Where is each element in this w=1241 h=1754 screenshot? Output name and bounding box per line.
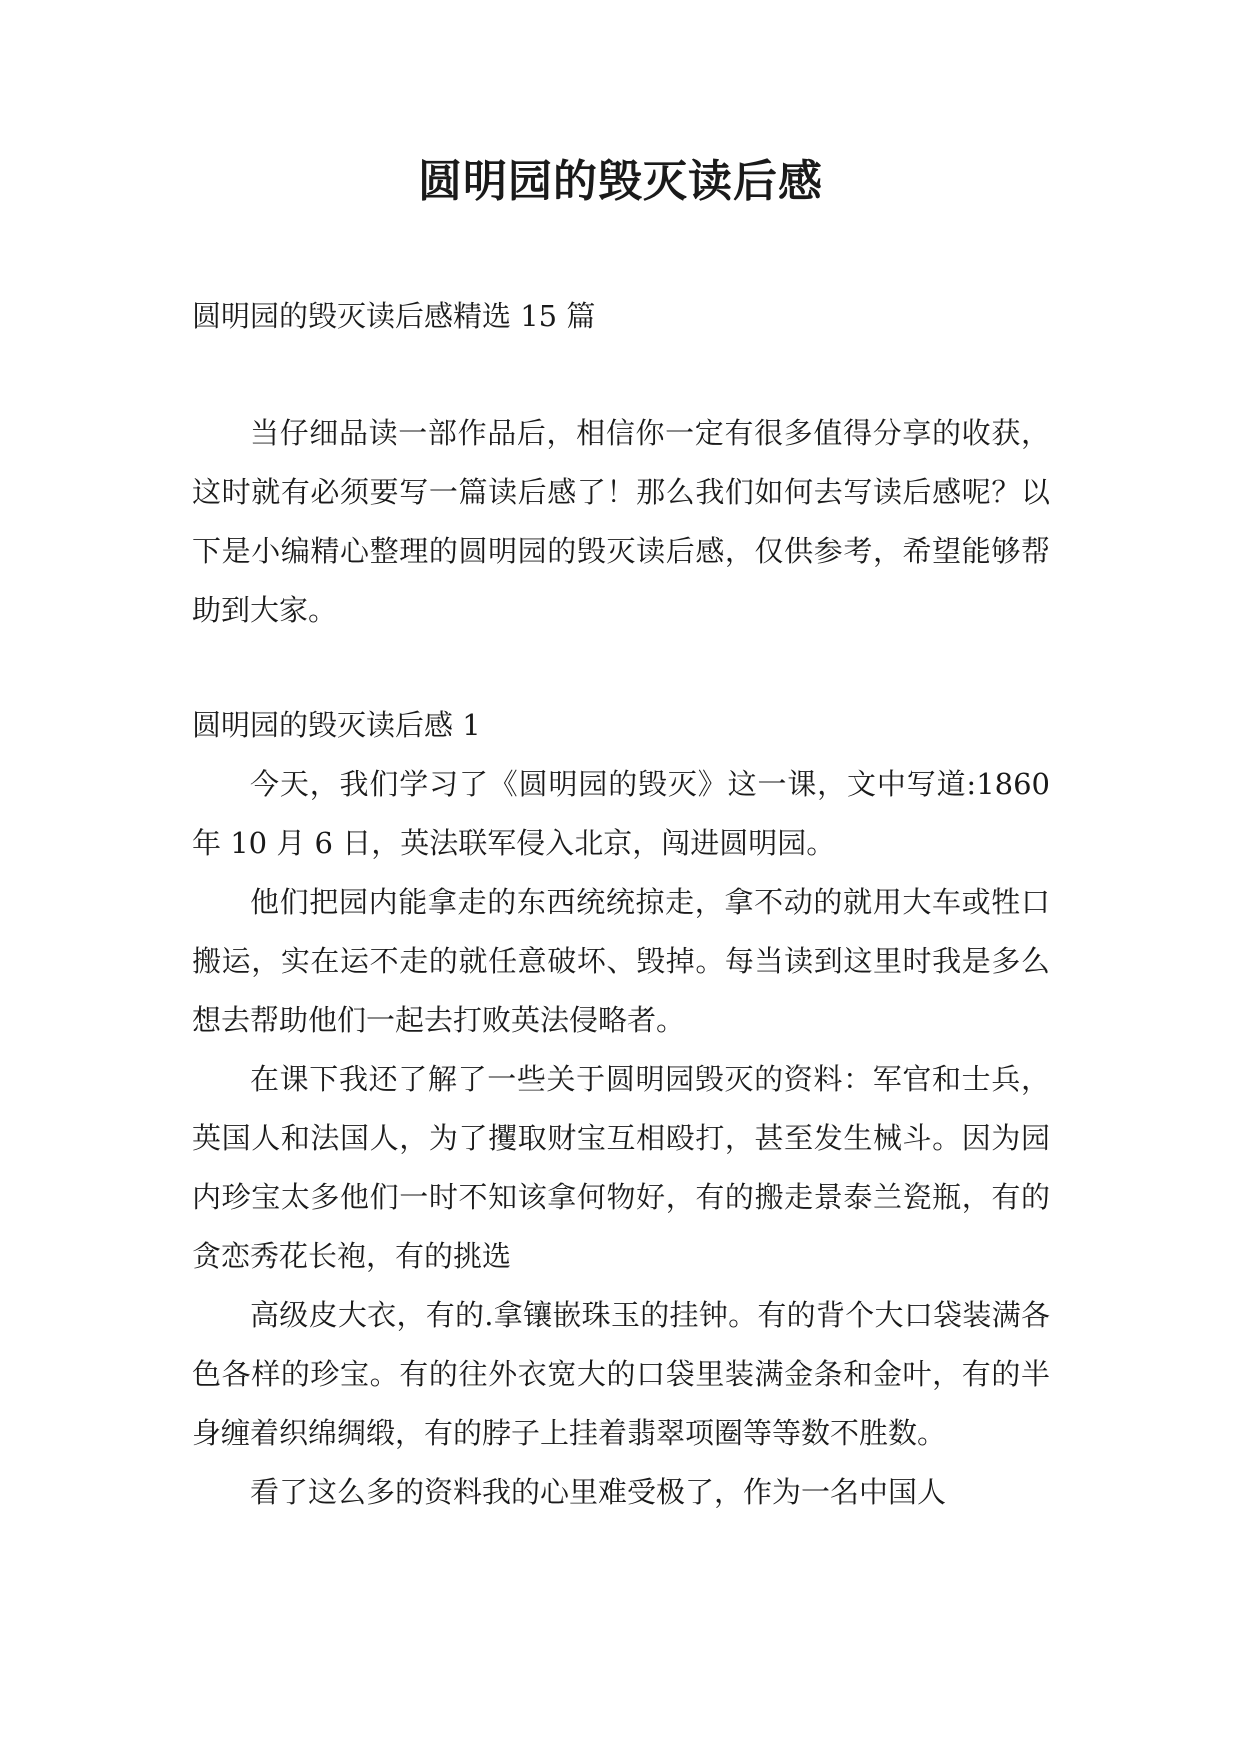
- paragraph-4: 高级皮大衣，有的.拿镶嵌珠玉的挂钟。有的背个大口袋装满各色各样的珍宝。有的往外衣宽大的口袋里装满金条和金叶，有的半身缠着织绵绸缎，有的脖子上挂着翡翠项圈等等数不胜数。: [192, 1298, 1050, 1450]
- document-title: 圆明园的毁灭读后感: [418, 156, 823, 207]
- document-subtitle: 圆明园的毁灭读后感精选 15 篇: [192, 299, 596, 333]
- intro-paragraph: 当仔细品读一部作品后，相信你一定有很多值得分享的收获，这时就有必须要写一篇读后感了！那么我们如何去写读后感呢？以下是小编精心整理的圆明园的毁灭读后感，仅供参考，希望能够帮助到大家。: [192, 416, 1050, 627]
- paragraph-1: 今天，我们学习了《圆明园的毁灭》这一课，文中写道:1860 年 10 月 6 日，英法联军侵入北京，闯进圆明园。: [192, 767, 1050, 860]
- section-heading: 圆明园的毁灭读后感 1: [192, 708, 481, 742]
- intro-section: [192, 404, 1050, 640]
- paragraph-5: 看了这么多的资料我的心里难受极了，作为一名中国人: [250, 1475, 947, 1509]
- article-section: [192, 696, 1050, 1522]
- paragraph-2: 他们把园内能拿走的东西统统掠走，拿不动的就用大车或牲口搬运，实在运不走的就任意破坏、毁掉。每当读到这里时我是多么想去帮助他们一起去打败英法侵略者。: [192, 885, 1050, 1037]
- paragraph-3: 在课下我还了解了一些关于圆明园毁灭的资料：军官和士兵，英国人和法国人，为了攫取财宝互相殴打，甚至发生械斗。因为园内珍宝太多他们一时不知该拿何物好，有的搬走景泰兰瓷瓶，有的贪恋秀花长袍，有的挑选: [192, 1062, 1050, 1273]
